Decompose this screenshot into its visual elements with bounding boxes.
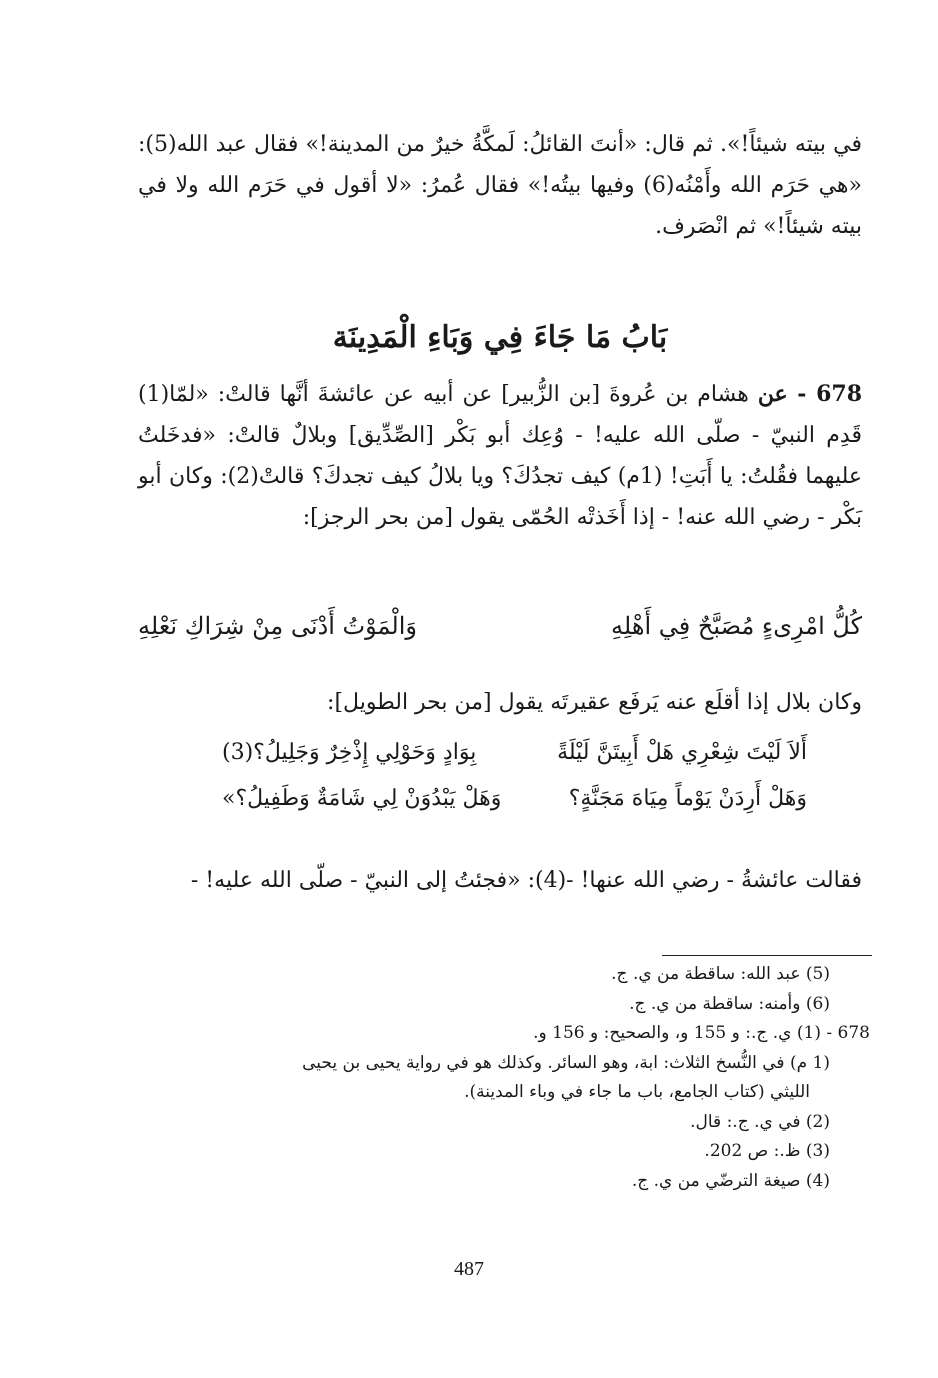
page-number: 487 (454, 1258, 484, 1280)
footnote-continuation: الليثي (كتاب الجامع، باب ما جاء في وباء المدينة). (464, 1082, 810, 1102)
hadith-number: 678 - عن (757, 381, 863, 407)
chapter-title: بَابُ مَا جَاءَ فِي وَبَاءِ الْمَدِينَة (332, 320, 668, 355)
paragraph-text: في بيته شيئاً!». ثم قال: «أنتَ القائلُ: لَمكَّةُ خيرٌ من المدينة!» فقال عبد الله(5): «هي حَرَم الله وأَمْنُه(6) وفيها بيتُه!» فقال عُمرُ: «لا أقول في حَرَم الله ولا في بيته شيئاً!» ثم انْصَرف. (138, 132, 862, 239)
footnote: (1 م) في النُّسخ الثلاث: ابة، وهو السائر. وكذلك هو في رواية يحيى بن يحيى (302, 1052, 830, 1073)
footnote: (5) عبد الله: ساقطة من ي. ج. (611, 964, 830, 984)
bilal-intro: وكان بلال إذا أقلَع عنه يَرفَع عقيرتَه يقول [من بحر الطويل]: (327, 690, 862, 715)
opening-paragraph (138, 124, 862, 247)
footnote: 678 - (1) ي. ج.: و 155 و، والصحيح: و 156 و. (533, 1023, 870, 1043)
footnote: (3) ظ.: ص 202. (704, 1141, 830, 1161)
rajaz-verse (138, 612, 862, 652)
poem-hemistich: وَهَلْ أَرِدَنْ يَوْماً مِيَاهَ مَجَنَّةٍ؟ (568, 786, 807, 811)
closing-line: فقالت عائشةُ - رضي الله عنها! -(4): «فجئتُ إلى النبيّ - صلّى الله عليه! - (190, 868, 862, 893)
footnote: (4) صيغة الترضّي من ي. ج. (631, 1170, 830, 1191)
hadith-text: هشام بن عُروةَ [بن الزُّبير] عن أبيه عن عائشةَ أنَّها قالتْ: «لمّا(1) قَدِم النبيّ - صلّى الله عليه! - وُعِك أبو بَكْر [الصِّدِّيق] وبلالٌ قالتْ: «فدخَلتُ عليهما فقُلتُ: يا أَبَتِ! (1م) كيف تجدُكَ؟ ويا بلالُ كيف تجدكَ؟ قالتْ(2): وكان أبو بَكْر - رضي الله عنه! - إذا أَخَذتْه الحُمّى يقول [من بحر الرجز]: (138, 382, 862, 530)
verse-second-hemistich: وَالْمَوْتُ أَدْنَى مِنْ شِرَاكِ نَعْلِهِ (138, 612, 417, 640)
poem-line-2 (222, 786, 807, 811)
footnote: (2) في ي. ج.: قال. (690, 1111, 830, 1132)
poem-line-1 (222, 740, 807, 765)
verse-first-hemistich: كُلُّ امْرِىءٍ مُصَبَّحٌ فِي أَهْلِهِ (611, 612, 862, 640)
footnote: (6) وأمنه: ساقطة من ي. ج. (629, 993, 830, 1014)
footnotes (140, 960, 870, 1196)
hadith-paragraph (138, 374, 862, 538)
poem-hemistich: أَلاَ لَيْتَ شِعْرِي هَلْ أَبِيتَنَّ لَيْلَةً (557, 740, 807, 765)
hadith-text-block (138, 374, 862, 538)
footnote-divider (662, 955, 872, 956)
poem-hemistich: وَهَلْ يَبْدُوَنْ لِي شَامَةٌ وَطَفِيلُ؟» (222, 786, 502, 811)
poem-hemistich: بِوَادٍ وَحَوْلِي إِذْخِرٌ وَجَلِيلُ؟(3) (222, 740, 477, 765)
